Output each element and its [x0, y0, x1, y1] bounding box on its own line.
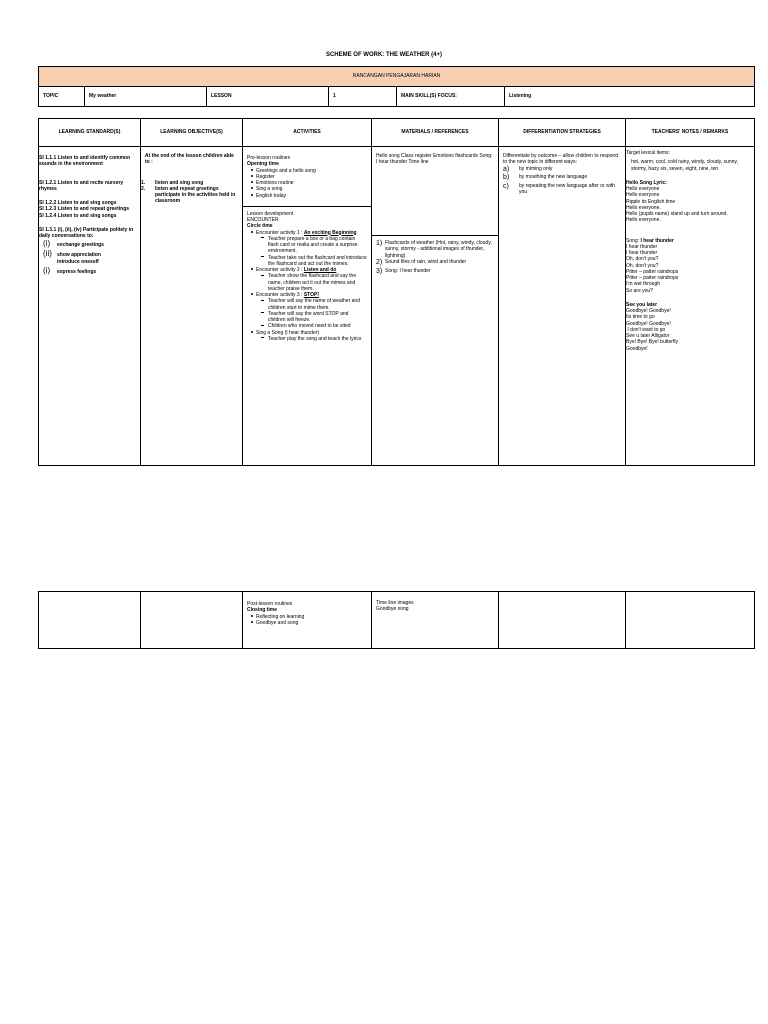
lyric-line: Ripple its English time	[626, 198, 676, 205]
col-differentiation: DIFFERENTIATION STRATEGIES	[499, 119, 626, 147]
standard-4: SI 1.3.1 (i), (ii), (iv) Participate politely in daily conversations to:	[39, 226, 134, 239]
pre-lesson-list	[247, 168, 367, 199]
skill-label: MAIN SKILL(S) FOCUS:	[397, 87, 505, 107]
post-activities-cell	[243, 592, 372, 649]
lyric-line: Goodbye! Goodbye!	[626, 320, 671, 327]
col-activities: ACTIVITIES	[243, 119, 372, 147]
activities-cell	[243, 147, 372, 466]
strategy-item: a) by miming only	[503, 165, 553, 173]
encounter-3-step: Teacher will say the name of weather and children start to mime them.	[247, 298, 367, 311]
lexical-items: hot, warm, cool, cold rainy, windy, cloudy, sunny, stormy, hazy six, seven, eight, nine, ten	[631, 159, 738, 172]
encounter-2: Encounter activity 2 : Listen and do	[247, 267, 367, 273]
standard-3b: SI 1.2.3 Listen to and repeat greetings	[39, 206, 130, 213]
strategy-item: b) by mouthing the new language	[503, 174, 588, 182]
topic-label: TOPIC	[39, 87, 85, 107]
roman-item: (i) express feelings	[43, 265, 97, 275]
song-title: Song: I hear thunder	[626, 237, 674, 244]
encounter-1: Encounter activity 1 : An exciting Beginning	[247, 230, 367, 236]
differentiation-cell	[499, 147, 626, 466]
lyric-line: Hello everyone.	[626, 204, 661, 211]
materials-cell	[372, 147, 499, 466]
header-table	[38, 66, 755, 107]
lyric-line: Pitter – patter raindrops	[626, 275, 679, 281]
lesson-development-title: Lesson development	[247, 210, 294, 217]
col-learning-standards: LEARNING STANDARD(S)	[39, 119, 141, 147]
standard-3a: SI 1.2.2 Listen to and sing songs	[39, 200, 117, 206]
lyric-line: See u later Alligator	[626, 333, 670, 339]
lyric-line: Bye! Bye! Bye! butterfly	[626, 339, 678, 346]
post-materials-cell	[372, 592, 499, 649]
list-item: Reflecting on learning	[247, 614, 367, 620]
lyric-line: I hear thunder	[626, 243, 658, 250]
topic-value: My weather	[85, 87, 207, 107]
sing-a-song: Sing a Song (I hear thunder)	[247, 330, 367, 336]
lesson-label: LESSON	[207, 87, 329, 107]
encounter-3-step: Teacher will say the word STOP and children will freeze.	[247, 311, 367, 324]
strategy-item: c) by repeating the new language after or with you	[503, 183, 615, 196]
lyric-line: Hello everyone	[626, 192, 660, 199]
notes-cell	[626, 147, 755, 466]
roman-item-cont: introduce oneself	[57, 259, 99, 266]
differentiation-intro: Differentiate by outcome – allow children to respond to the new topic in different ways:	[503, 153, 618, 166]
encounter-1-step: Teacher prepare a box or a bag contain flash card or realia and create a surprise environment.	[247, 236, 367, 255]
hello-song-title: Hello Song Lyric:	[626, 179, 667, 186]
lyric-line: I hear thunder	[626, 250, 658, 256]
list-item: Goodbye and song	[247, 620, 367, 626]
standard-1: SI 1.1.1 Listen to and identify common sounds in the environment	[39, 155, 131, 168]
roman-item: (ii) show appreciation	[43, 249, 101, 259]
encounter-3-step: Children who moved need to be sited	[247, 323, 367, 329]
song-step: Teacher play the song and teach the lyrics	[247, 336, 367, 342]
col-learning-objectives: LEARNING OBJECTIVE(S)	[141, 119, 243, 147]
material-item: 3) Song: I hear thunder	[376, 267, 431, 275]
lyric-line: Oh, don't you?	[626, 262, 659, 269]
objective-2: 2. listen and repeat greetings participate in the activities held in classroom	[141, 185, 236, 205]
goodbye-song-title: See you later	[626, 301, 658, 308]
encounter-1-step: Teacher take out the flashcard and introduce the flashcard and act out the mimes.	[247, 255, 367, 268]
lyric-line: Its time to go	[626, 314, 655, 321]
lesson-value: 1	[329, 87, 397, 107]
encounter-3: Encounter activity 3 : STOP!	[247, 292, 367, 298]
col-materials: MATERIALS / REFERENCES	[372, 119, 499, 147]
empty-cell	[626, 592, 755, 649]
list-item: English today	[247, 193, 367, 199]
standard-3c: SI 1.2.4 Listen to and sing songs	[39, 212, 117, 219]
list-item: Register	[247, 174, 367, 180]
encounter-2-step: Teacher show the flashcard and say the name, children act it out the mimes and teacher praise them.	[247, 273, 367, 292]
objectives-intro: At the end of the lesson children able to :	[145, 153, 234, 166]
materials-pre: Hello song Class register Emotions flashcards Song: I hear thunder Time line	[376, 153, 493, 166]
objective-1: 1. listen and sing song	[141, 179, 204, 186]
lyric-line: Hello (pupils name) stand up and turn around.	[626, 211, 728, 217]
empty-cell	[499, 592, 626, 649]
objectives-cell	[141, 147, 243, 466]
standards-cell	[39, 147, 141, 466]
lyric-line: Hello everyone.	[626, 217, 661, 224]
empty-cell	[141, 592, 243, 649]
post-materials: Time line images Goodbye song	[376, 600, 414, 613]
opening-time: Opening time	[247, 161, 279, 168]
closing-time: Closing time	[247, 607, 278, 614]
lyric-line: Goodbye! Goodbye!	[626, 308, 671, 314]
lyric-line: Hello everyone	[626, 186, 660, 192]
encounter-label: ENCOUNTER	[247, 217, 279, 223]
lyric-line: Pitter – patter raindrops	[626, 268, 679, 275]
material-item: 2) Sound files of rain, wind and thunder	[376, 258, 467, 266]
list-item: Greetings and a hello song	[247, 168, 367, 174]
rph-banner: RANCANGAN PENGAJARAN HARIAN	[39, 67, 755, 87]
standard-2: SI 1.2.1 Listen to and recite nursery rhymes	[39, 179, 124, 192]
material-item: 1) Flashcards of weather (Hot, rainy, windy, cloudy, sunny, stormy - additional images of thunder, lightning)	[376, 240, 492, 259]
lyric-line: I don't want to go	[626, 326, 666, 333]
pre-lesson-title: Pre-lesson routines	[247, 155, 291, 161]
lyric-line: Oh, don't you?	[626, 256, 659, 263]
lyric-line: I'm wet through	[626, 281, 661, 288]
post-lesson-title: Post-lesson routines	[247, 601, 293, 607]
lyric-line: Goodbye!	[626, 345, 648, 352]
page-title: SCHEME OF WORK: THE WEATHER (4+)	[325, 52, 443, 58]
lyric-line: So are you?	[626, 287, 653, 294]
circle-time: Circle time	[247, 223, 273, 230]
list-item: Sing a song	[247, 186, 367, 192]
list-item: Emotions routine	[247, 180, 367, 186]
roman-item: (i) exchange greetings	[43, 239, 104, 249]
empty-cell	[39, 592, 141, 649]
target-lexical: Target lexical items:	[626, 150, 670, 156]
col-teacher-notes: TEACHERS' NOTES / REMARKS	[626, 119, 755, 147]
post-lesson-table	[38, 591, 755, 649]
lesson-table	[38, 118, 755, 466]
skill-value: Listening	[505, 87, 755, 107]
